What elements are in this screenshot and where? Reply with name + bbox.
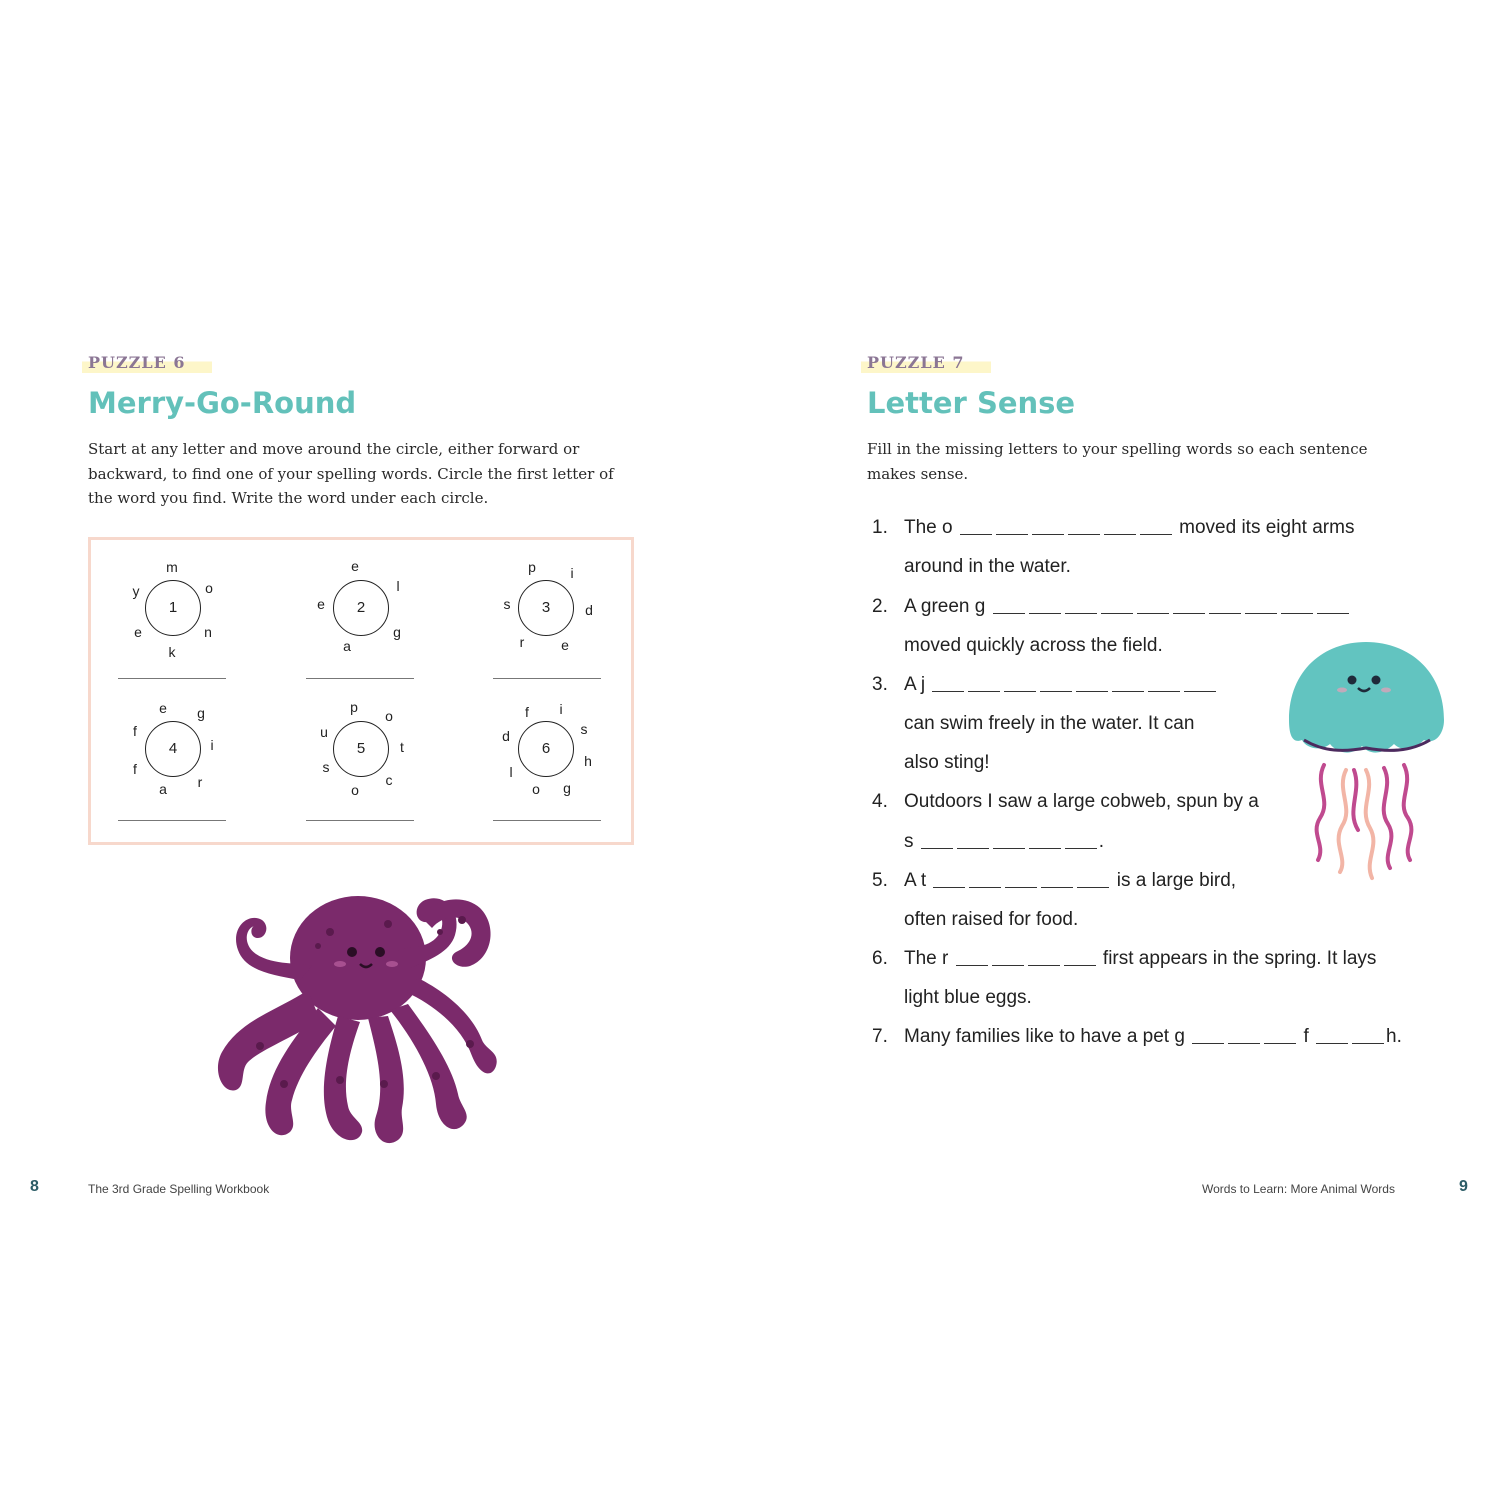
letter-blank[interactable] [932, 691, 964, 692]
letter-blank[interactable] [1076, 691, 1108, 692]
letter-blank[interactable] [956, 965, 988, 966]
letter-blank[interactable] [960, 534, 992, 535]
letter-blank[interactable] [1032, 534, 1064, 535]
letter-blank[interactable] [1245, 613, 1277, 614]
letter-blank[interactable] [1184, 691, 1216, 692]
sentence-line [904, 673, 1218, 697]
instruction-line: backward, to find one of your spelling words. Circle the first letter of [88, 464, 614, 483]
wheel-letter[interactable]: u [320, 724, 328, 740]
wheel-letter[interactable]: i [570, 565, 574, 581]
wheel-letter[interactable]: s [322, 759, 330, 775]
letter-blank[interactable] [1040, 691, 1072, 692]
sentence-text: first appears in the spring. It lays [1102, 948, 1377, 969]
puzzle-6-label: PUZZLE 6 [82, 352, 212, 373]
letter-blank[interactable] [1317, 613, 1349, 614]
letter-blank[interactable] [969, 887, 1001, 888]
letter-blank[interactable] [1068, 534, 1100, 535]
wheel-letter[interactable]: f [133, 723, 137, 739]
wheel-letter[interactable]: i [559, 701, 563, 717]
letter-blank[interactable] [993, 848, 1025, 849]
wheel-letter[interactable]: a [343, 638, 351, 654]
wheel-letter[interactable]: r [519, 634, 525, 650]
wheel-letter[interactable]: e [351, 558, 359, 574]
wheel-letter[interactable]: y [132, 583, 140, 599]
sentence-text: is a large bird, [1116, 870, 1237, 891]
wheel-letter[interactable]: s [580, 721, 588, 737]
wheel-number: 1 [168, 599, 178, 616]
wheel-letter[interactable]: i [210, 737, 214, 753]
letter-wheel-5 [303, 691, 423, 811]
sentence-text: Many families like to have a pet g [904, 1026, 1185, 1047]
letter-blank[interactable] [1029, 613, 1061, 614]
sentence-text: A t [904, 870, 927, 891]
sentence-text: f [1303, 1026, 1309, 1047]
letter-blank[interactable] [1228, 1043, 1260, 1044]
wheel-letter[interactable]: o [532, 781, 540, 797]
sentence-text: A j [904, 674, 926, 695]
sentence-line [904, 869, 1236, 893]
wheel-letter[interactable]: g [393, 624, 401, 640]
answer-line-3[interactable] [493, 678, 601, 679]
sentence-text: moved its eight arms [1179, 517, 1355, 538]
sentence-text: s [904, 831, 914, 852]
letter-blank[interactable] [1316, 1043, 1348, 1044]
wheel-letter[interactable]: c [385, 772, 393, 788]
wheel-number: 3 [541, 599, 551, 616]
letter-blank[interactable] [921, 848, 953, 849]
instruction-line: the word you find. Write the word under each circle. [88, 489, 489, 507]
letter-blank[interactable] [1077, 887, 1109, 888]
letter-blank[interactable] [1065, 613, 1097, 614]
wheel-letter[interactable]: e [134, 624, 142, 640]
sentence-line: often raised for food. [904, 909, 1079, 930]
wheel-number: 6 [541, 740, 551, 757]
sentence-line: light blue eggs. [904, 987, 1032, 1008]
wheel-letter[interactable]: d [585, 602, 593, 618]
wheel-letter[interactable]: f [525, 704, 529, 720]
wheel-letter[interactable]: g [197, 705, 205, 721]
wheel-number: 5 [356, 740, 366, 757]
letter-blank[interactable] [1041, 887, 1073, 888]
answer-line-2[interactable] [306, 678, 414, 679]
sentence-line [904, 595, 1351, 619]
puzzle-7-title: Letter Sense [867, 386, 1076, 420]
wheel-letter[interactable]: n [204, 624, 212, 640]
wheel-letter[interactable]: t [400, 739, 404, 755]
sentence-text: The r [904, 948, 949, 969]
wheel-letter[interactable]: s [503, 596, 511, 612]
letter-wheel-6 [488, 691, 608, 811]
wheel-number: 2 [356, 599, 366, 616]
wheel-letter[interactable]: o [385, 708, 393, 724]
letter-blank[interactable] [1004, 691, 1036, 692]
octopus-illustration [200, 880, 510, 1160]
sentence-line: also sting! [904, 752, 990, 773]
wheel-letter[interactable]: a [159, 781, 167, 797]
letter-blank[interactable] [1112, 691, 1144, 692]
wheel-letter[interactable]: e [159, 700, 167, 716]
wheel-letter[interactable]: h [584, 753, 592, 769]
puzzle-7-instructions [867, 437, 1387, 486]
sentence-line: moved quickly across the field. [904, 635, 1163, 656]
letter-blank[interactable] [1352, 1043, 1384, 1044]
letter-blank[interactable] [996, 534, 1028, 535]
answer-line-4[interactable] [118, 820, 226, 821]
wheel-letter[interactable]: e [317, 596, 325, 612]
sentence-line [904, 516, 1354, 540]
letter-blank[interactable] [1104, 534, 1136, 535]
letter-blank[interactable] [1065, 848, 1097, 849]
sentence-number: 1. [872, 517, 888, 538]
sentence-number: 4. [872, 791, 888, 812]
letter-blank[interactable] [1140, 534, 1172, 535]
sentence-line: Outdoors I saw a large cobweb, spun by a [904, 791, 1259, 812]
letter-blank[interactable] [1028, 965, 1060, 966]
wheel-letter[interactable]: o [205, 580, 213, 596]
instruction-line: Fill in the missing letters to your spelling words so each sentence [867, 440, 1368, 458]
wheel-letter[interactable]: l [396, 578, 400, 594]
puzzle-6-title: Merry-Go-Round [88, 386, 357, 420]
letter-blank[interactable] [1264, 1043, 1296, 1044]
sentence-text: A green g [904, 596, 986, 617]
letter-blank[interactable] [992, 965, 1024, 966]
wheel-letter[interactable]: d [502, 728, 510, 744]
instruction-line: Start at any letter and move around the circle, either forward or [88, 440, 580, 458]
letter-blank[interactable] [1192, 1043, 1224, 1044]
running-title-right: Words to Learn: More Animal Words [1202, 1182, 1395, 1196]
letter-blank[interactable] [1137, 613, 1169, 614]
sentence-line [904, 947, 1376, 971]
letter-blank[interactable] [1029, 848, 1061, 849]
sentence-number: 2. [872, 596, 888, 617]
wheel-number: 4 [168, 740, 178, 757]
sentence-text: The o [904, 517, 953, 538]
wheel-letter[interactable]: p [350, 699, 358, 715]
sentence-text: . [1098, 831, 1105, 852]
letter-blank[interactable] [933, 887, 965, 888]
running-title-left: The 3rd Grade Spelling Workbook [88, 1182, 270, 1196]
puzzle-6-instructions [88, 437, 648, 511]
instruction-line: makes sense. [867, 464, 969, 483]
letter-blank[interactable] [1005, 887, 1037, 888]
letter-blank[interactable] [957, 848, 989, 849]
letter-wheel-4 [115, 691, 235, 811]
jellyfish-illustration [1284, 640, 1449, 885]
letter-blank[interactable] [1209, 613, 1241, 614]
sentence-number: 5. [872, 870, 888, 891]
wheel-letter[interactable]: e [561, 637, 569, 653]
answer-line-1[interactable] [118, 678, 226, 679]
wheel-letter[interactable]: k [168, 644, 176, 660]
page-number-right: 9 [1459, 1178, 1468, 1195]
letter-wheel-2 [303, 550, 423, 670]
puzzle-7-label: PUZZLE 7 [861, 352, 991, 373]
wheel-letter[interactable]: m [166, 559, 178, 575]
letter-blank[interactable] [1101, 613, 1133, 614]
letter-blank[interactable] [1281, 613, 1313, 614]
answer-line-6[interactable] [493, 820, 601, 821]
letter-blank[interactable] [993, 613, 1025, 614]
letter-blank[interactable] [968, 691, 1000, 692]
letter-wheel-3 [488, 550, 608, 670]
letter-wheel-1 [115, 550, 235, 670]
wheel-letter[interactable]: o [351, 782, 359, 798]
wheel-letter[interactable]: l [509, 764, 513, 780]
wheel-letter[interactable]: g [563, 780, 571, 796]
sentence-number: 7. [872, 1026, 888, 1047]
letter-blank[interactable] [1173, 613, 1205, 614]
sentence-text: h. [1386, 1026, 1402, 1047]
sentence-number: 3. [872, 674, 888, 695]
sentence-number: 6. [872, 948, 888, 969]
sentence-line: around in the water. [904, 556, 1071, 577]
wheel-letter[interactable]: r [197, 774, 203, 790]
letter-blank[interactable] [1064, 965, 1096, 966]
wheel-letter[interactable]: f [133, 761, 137, 777]
answer-line-5[interactable] [306, 820, 414, 821]
sentence-line [904, 1025, 1402, 1049]
sentence-line [904, 830, 1104, 854]
sentence-line: can swim freely in the water. It can [904, 713, 1195, 734]
page-number-left: 8 [30, 1178, 39, 1195]
wheel-letter[interactable]: p [528, 559, 536, 575]
letter-blank[interactable] [1148, 691, 1180, 692]
